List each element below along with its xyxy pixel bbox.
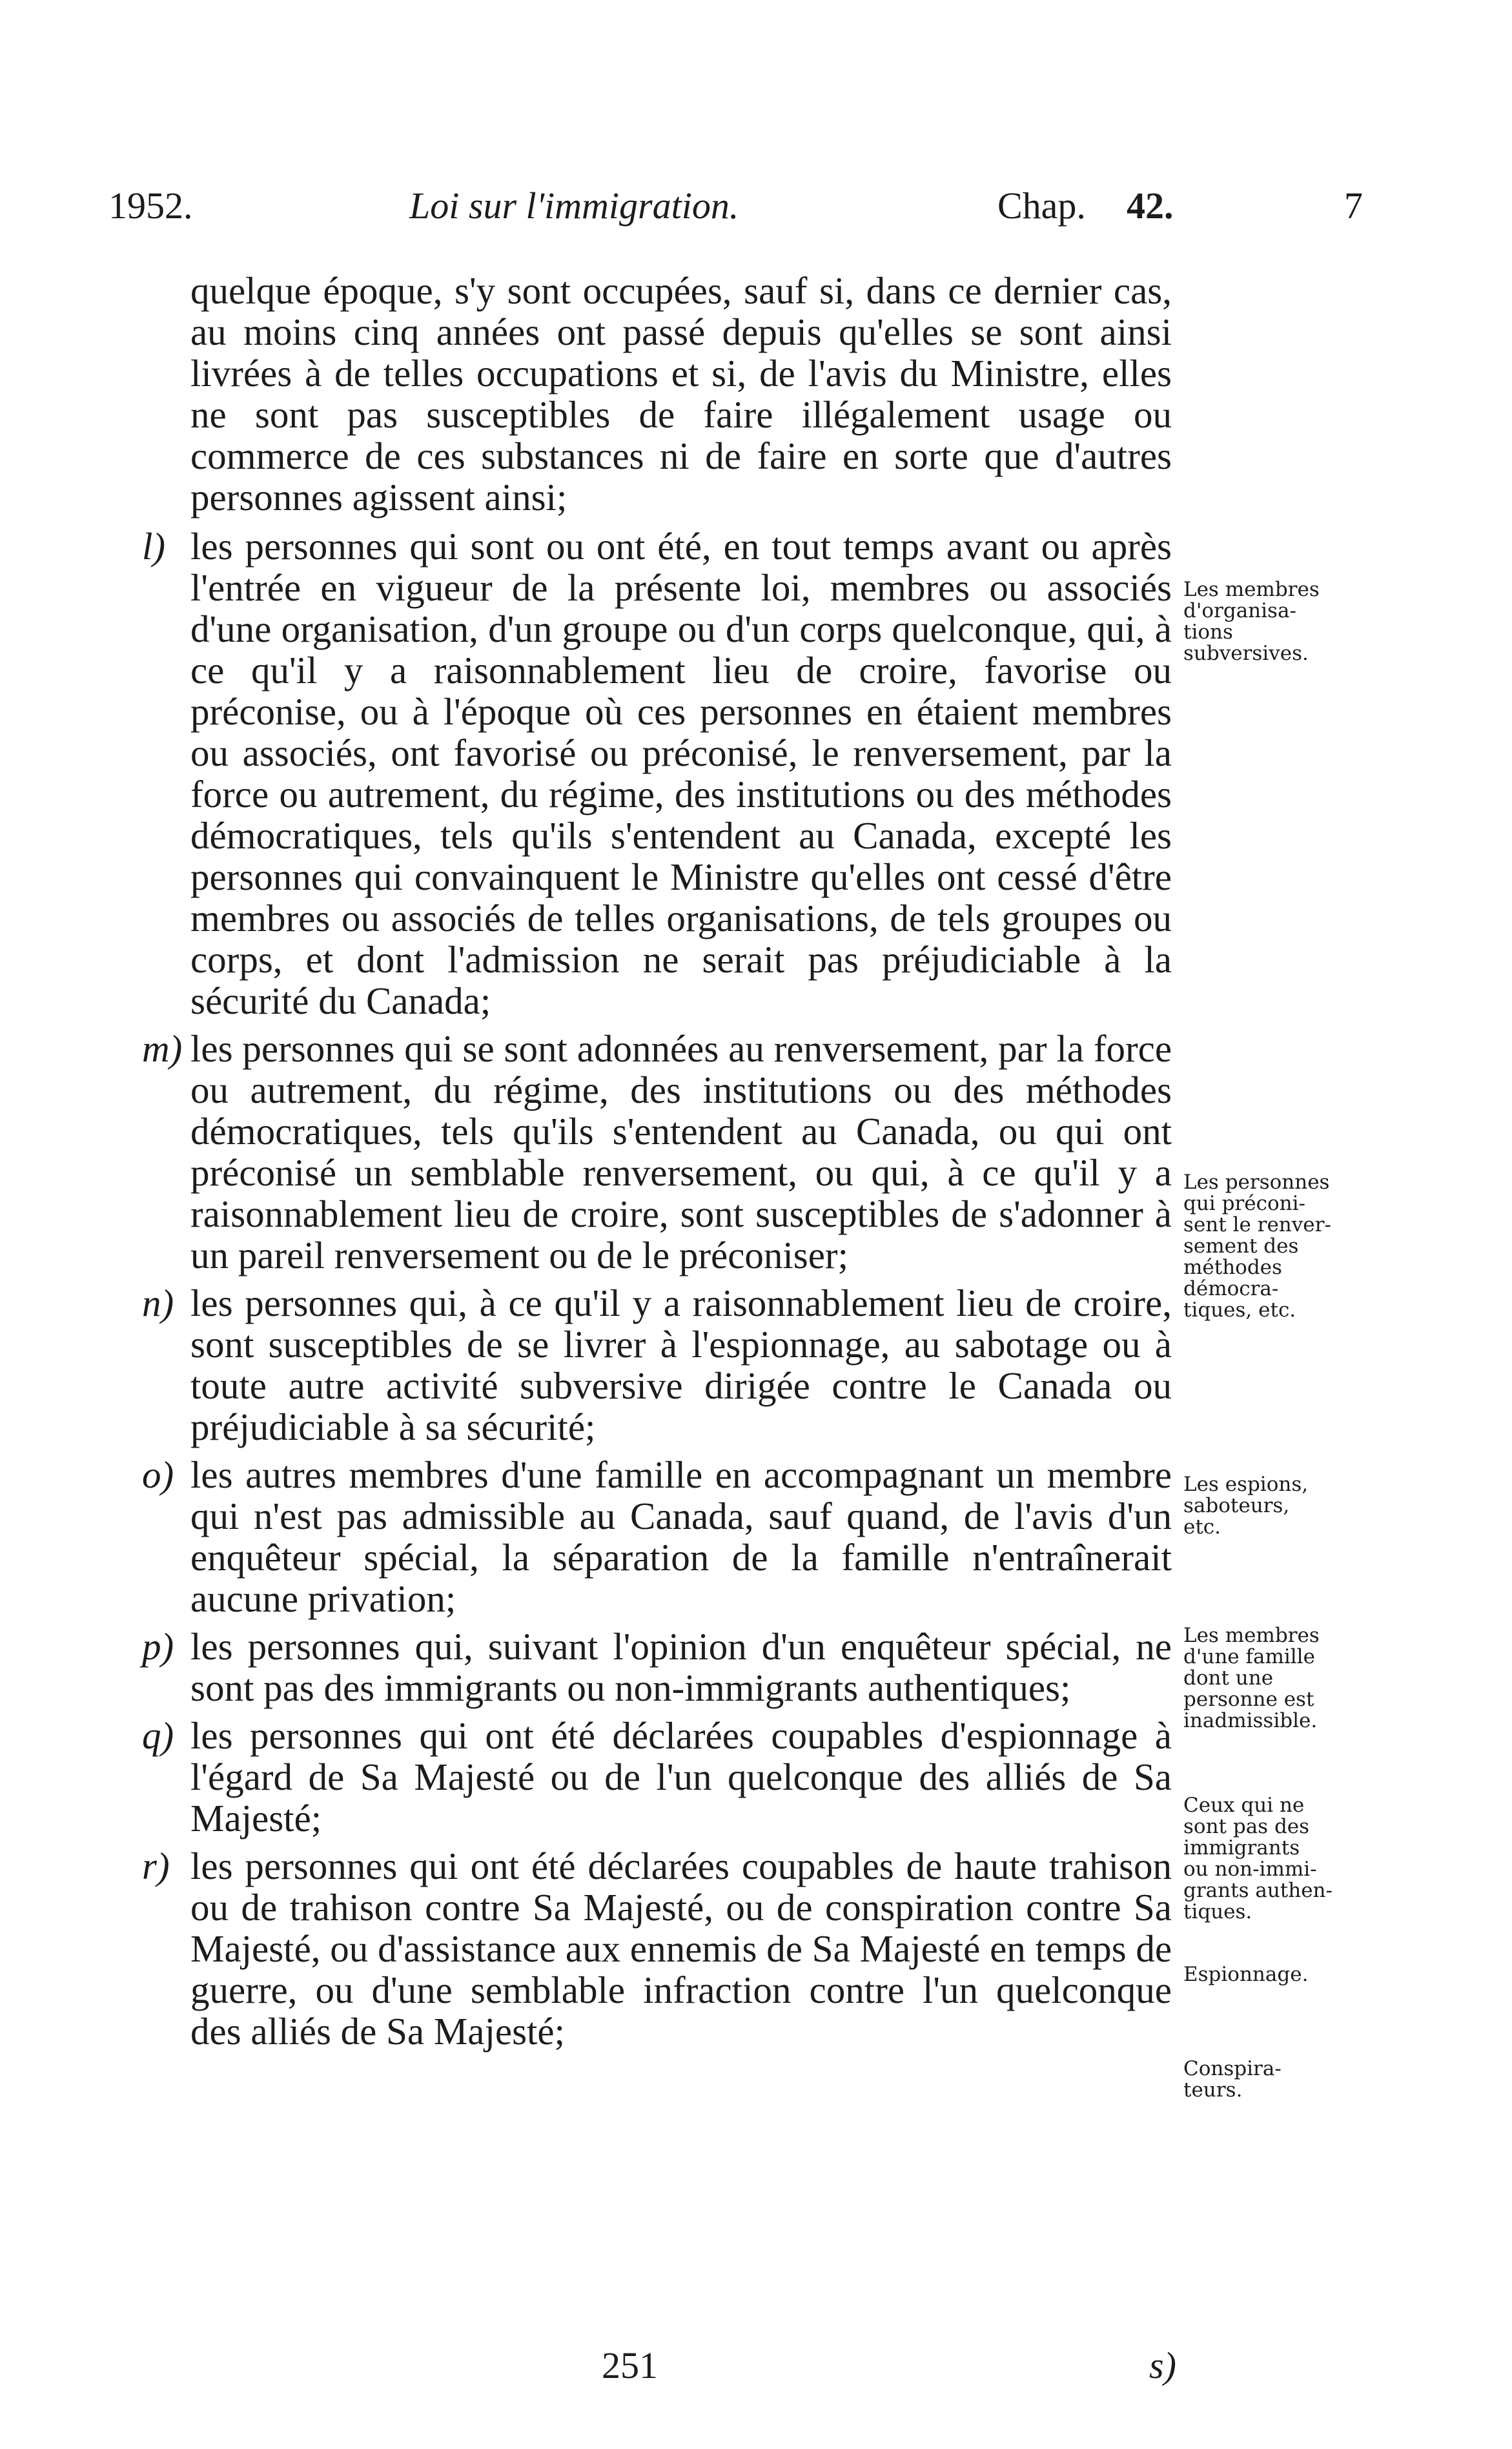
paragraph-label: m)	[142, 1027, 183, 1070]
header-title: Loi sur l'immigration.	[409, 185, 739, 227]
paragraph-label: q)	[142, 1714, 174, 1757]
paragraph-o	[142, 1453, 1172, 1620]
footer-next-item-catchword: s)	[1149, 2344, 1176, 2386]
margin-note-family-members: Les membres d'une famille dont une personne est inadmissible.	[1183, 1624, 1320, 1732]
paragraph-label: n)	[142, 1282, 174, 1324]
header-year: 1952.	[108, 185, 193, 227]
paragraph-r	[142, 1845, 1172, 2053]
paragraph-text: les personnes qui, à ce qu'il y a raisonnablement lieu de croire, sont susceptibles de se livrer à l'espionnage, au sabotage ou à toute autre activité subversive dirigée contre le Canada ou préjudiciable à sa sécurité;	[190, 1282, 1172, 1448]
paragraph-n	[142, 1282, 1172, 1448]
paragraph-text: les autres membres d'une famille en accompagnant un membre qui n'est pas admissible au Canada, sauf quand, de l'avis d'un enquêteur spécial, la séparation de la famille n'entraînerait aucune privation;	[190, 1453, 1172, 1620]
paragraph-l	[142, 525, 1172, 1022]
paragraph-q	[142, 1714, 1172, 1839]
header-chapter-label: Chap.	[997, 185, 1086, 227]
paragraph-p	[142, 1625, 1172, 1709]
margin-note-conspirators: Conspira- teurs.	[1183, 2057, 1282, 2102]
body-text	[142, 269, 1172, 2058]
paragraph-label: o)	[142, 1453, 174, 1496]
paragraph-text: les personnes qui ont été déclarées coupables d'espionnage à l'égard de Sa Majesté ou de l'un quelconque des alliés de Sa Majesté;	[190, 1714, 1172, 1839]
page-header	[0, 184, 1512, 236]
paragraph-label: l)	[142, 525, 166, 568]
paragraph-text: les personnes qui se sont adonnées au renversement, par la force ou autrement, du régime, des institutions ou des méthodes démocratiques, tels qu'ils s'entendent au Canada, ou qui ont préconisé un semblable renversement, ou qui, à ce qu'il y a raisonnablement lieu de croire, sont susceptibles de s'adonner à un pareil renversement ou de le préconiser;	[190, 1027, 1172, 1276]
paragraph-text: les personnes qui ont été déclarées coupables de haute trahison ou de trahison contre Sa Majesté, ou de conspiration contre Sa Majesté, ou d'assistance aux ennemis de Sa Majesté en temps de guerre, ou d'une semblable infraction contre l'un quelconque des alliés de Sa Majesté;	[190, 1845, 1172, 2053]
paragraph-m	[142, 1027, 1172, 1276]
paragraph-text: les personnes qui sont ou ont été, en tout temps avant ou après l'entrée en vigueur de la présente loi, membres ou associés d'une organisation, d'un groupe ou d'un corps quelconque, qui, à ce qu'il y a raisonnablement lieu de croire, favorise ou préconise, ou à l'époque où ces personnes en étaient membres ou associés, ont favorisé ou préconisé, le renversement, par la force ou autrement, du régime, des institutions ou des méthodes démocratiques, tels qu'ils s'entendent au Canada, excepté les personnes qui convainquent le Ministre qu'elles ont cessé d'être membres ou associés de telles organisations, de tels groupes ou corps, et dont l'admission ne serait pas préjudiciable à la sécurité du Canada;	[190, 525, 1172, 1022]
header-page-number: 7	[1344, 185, 1363, 227]
paragraph-label: r)	[142, 1845, 170, 1887]
margin-note-subversive-organizations: Les membres d'organisa- tions subversives.	[1183, 578, 1320, 665]
margin-note-spies-saboteurs: Les espions, saboteurs, etc.	[1183, 1473, 1309, 1539]
paragraph-label: p)	[142, 1625, 174, 1668]
header-chapter-number: 42.	[1127, 185, 1174, 227]
margin-note-not-genuine-immigrants: Ceux qui ne sont pas des immigrants ou non-immi- grants authen- tiques.	[1183, 1794, 1333, 1923]
margin-note-espionage: Espionnage.	[1183, 1963, 1309, 1986]
margin-note-advocates-overthrow: Les personnes qui préconi- sent le renver- sement des méthodes démocra- tiques, etc.	[1183, 1171, 1331, 1322]
paragraph-text: les personnes qui, suivant l'opinion d'un enquêteur spécial, ne sont pas des immigrants ou non-immigrants authentiques;	[190, 1625, 1172, 1709]
continuation-paragraph: quelque époque, s'y sont occupées, sauf si, dans ce dernier cas, au moins cinq années ont passé depuis qu'elles se sont ainsi livrées à de telles occupations et si, de l'avis du Ministre, elles ne sont pas susceptibles de faire illégalement usage ou commerce de ces substances ni de faire en sorte que d'autres personnes agissent ainsi;	[190, 269, 1172, 518]
footer-page-number: 251	[602, 2344, 658, 2386]
